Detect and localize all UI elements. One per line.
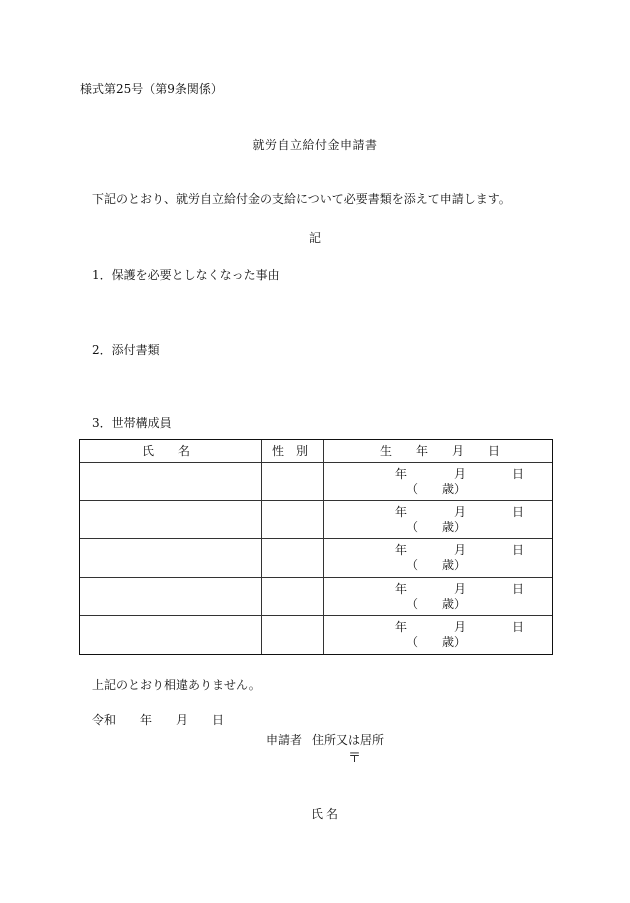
birth-month-label: 月 [454, 543, 467, 557]
birth-year-label: 年 [395, 543, 408, 557]
age-label: （ 歳） [406, 635, 467, 649]
row-divider [80, 500, 552, 501]
header-gender: 性 別 [272, 444, 309, 458]
header-name: 氏 名 [142, 444, 191, 458]
confirmation-text: 上記のとおり相違ありません。 [92, 678, 261, 692]
birth-year-label: 年 [395, 505, 408, 519]
birth-month-label: 月 [454, 505, 467, 519]
row-divider [80, 538, 552, 539]
age-label: （ 歳） [406, 558, 467, 572]
age-label: （ 歳） [406, 482, 467, 496]
row-divider [80, 577, 552, 578]
form-number: 様式第25号（第9条関係） [80, 82, 223, 96]
header-birthdate: 生 年 月 日 [380, 444, 501, 458]
birth-year-label: 年 [395, 620, 408, 634]
birth-year-label: 年 [395, 467, 408, 481]
birth-month-label: 月 [454, 582, 467, 596]
household-members-table [79, 439, 553, 655]
column-divider [323, 440, 324, 654]
birth-month-label: 月 [454, 467, 467, 481]
birth-day-label: 日 [512, 620, 525, 634]
section-household: 3．世帯構成員 [92, 416, 172, 430]
document-title: 就労自立給付金申請書 [252, 138, 378, 152]
birth-day-label: 日 [512, 505, 525, 519]
section-attachments: 2．添付書類 [92, 343, 160, 357]
postal-mark: 〒 [348, 751, 362, 766]
age-label: （ 歳） [406, 597, 467, 611]
birth-day-label: 日 [512, 543, 525, 557]
applicant-label: 申請者 [266, 733, 303, 747]
header-divider [80, 462, 552, 463]
address-label: 住所又は居所 [312, 733, 385, 747]
intro-text: 下記のとおり、就労自立給付金の支給について必要書類を添えて申請します。 [92, 192, 511, 206]
column-divider [261, 440, 262, 654]
date-line: 令和 年 月 日 [92, 713, 225, 727]
applicant-name-label: 氏名 [311, 807, 342, 821]
section-reason: 1．保護を必要としなくなった事由 [92, 268, 280, 282]
birth-day-label: 日 [512, 467, 525, 481]
birth-year-label: 年 [395, 582, 408, 596]
row-divider [80, 615, 552, 616]
birth-month-label: 月 [454, 620, 467, 634]
age-label: （ 歳） [406, 520, 467, 534]
birth-day-label: 日 [512, 582, 525, 596]
ki-heading: 記 [309, 231, 322, 245]
